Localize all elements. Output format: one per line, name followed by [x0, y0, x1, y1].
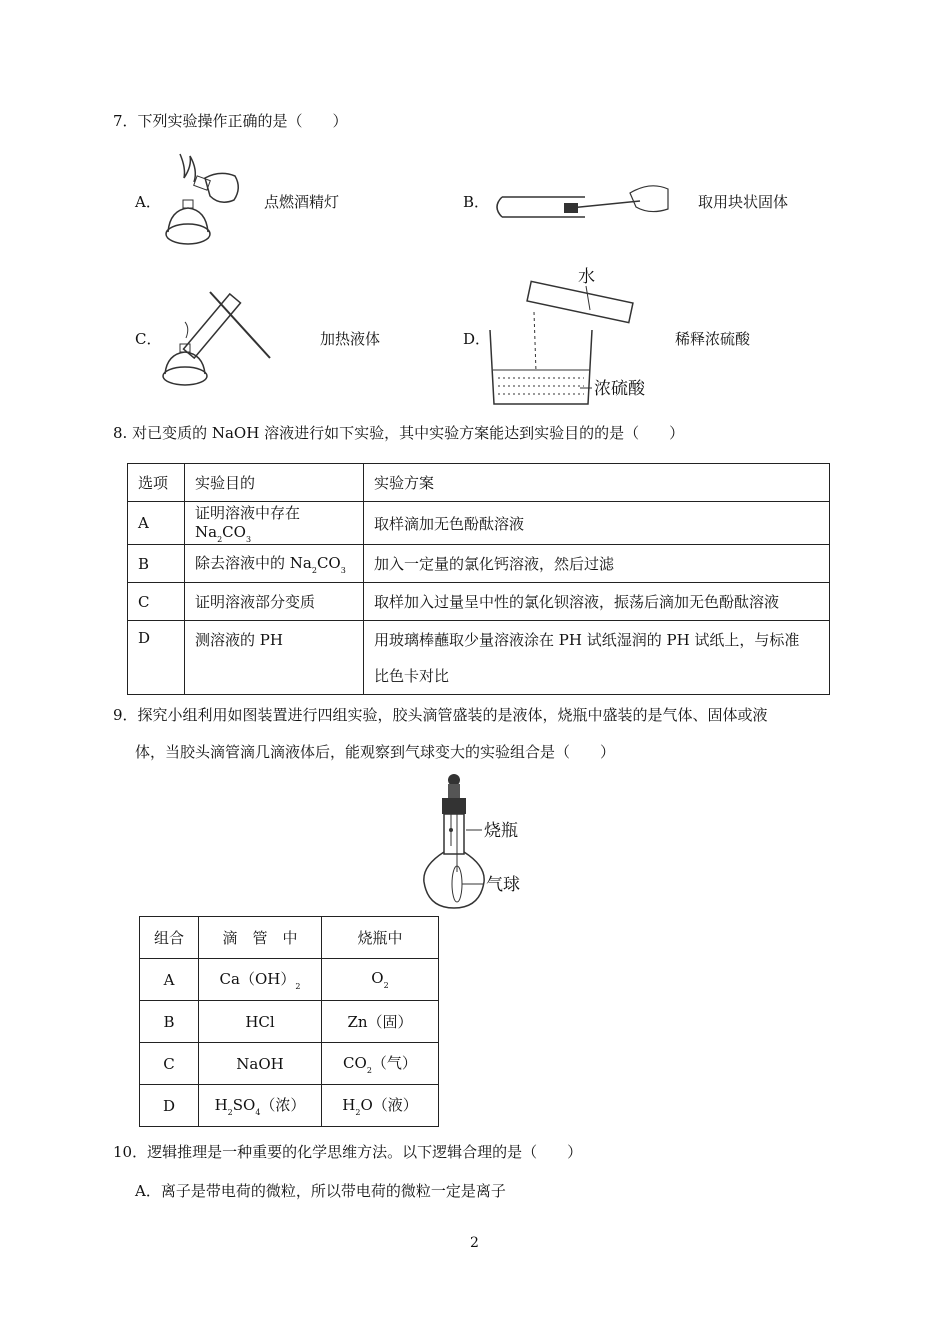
q7-option-c-text: 加热液体: [320, 330, 381, 348]
table-row: [128, 583, 830, 621]
q9-row-d-flask: $H_2O$（液）: [322, 1085, 439, 1127]
q7-option-a-letter: A．: [135, 193, 161, 211]
table-row: [140, 959, 439, 1001]
table-row: [140, 1043, 439, 1085]
q9-row-d-dropper: $H_2SO_4$（浓）: [199, 1085, 322, 1127]
q9-row-b-dropper: HCl: [199, 1001, 322, 1043]
q10-option-a: A．离子是带电荷的微粒，所以带电荷的微粒一定是离子: [135, 1182, 506, 1200]
question-9-stem-line2: 体，当胶头滴管滴几滴液体后，能观察到气球变大的实验组合是（ ）: [135, 743, 616, 761]
q8-row-c-plan: 取样加入过量呈中性的氯化钡溶液，振荡后滴加无色酚酞溶液: [364, 583, 830, 621]
table-row: [128, 545, 830, 583]
q7-option-c-letter: C．: [135, 330, 162, 348]
q9-header-option: 组合: [140, 917, 199, 959]
q7-option-d-text: 稀释浓硫酸: [675, 330, 751, 348]
question-8-stem: 8. 对已变质的 NaOH 溶液进行如下实验，其中实验方案能达到实验目的的是（ ）: [113, 424, 685, 442]
q9-row-d-option: D: [140, 1085, 199, 1127]
q8-row-d-goal: 测溶液的 PH: [185, 621, 364, 695]
question-7-stem: 7．下列实验操作正确的是（ ）: [113, 112, 348, 130]
q8-header-option: 选项: [128, 464, 185, 502]
q8-header-goal: 实验目的: [185, 464, 364, 502]
q8-row-a-option: A: [128, 502, 185, 545]
table-row: [140, 1001, 439, 1043]
water-label: 水: [578, 267, 595, 287]
q9-row-c-option: C: [140, 1043, 199, 1085]
q9-row-b-flask: Zn（固）: [322, 1001, 439, 1043]
q8-row-d-plan: 用玻璃棒蘸取少量溶液涂在 PH 试纸湿润的 PH 试纸上，与标准 比色卡对比: [364, 621, 830, 695]
q9-header-dropper: 滴 管 中: [199, 917, 322, 959]
q9-row-c-flask: $CO_2$（气）: [322, 1043, 439, 1085]
q7-option-b-text: 取用块状固体: [698, 193, 789, 211]
q7-option-b-letter: B．: [463, 193, 490, 211]
question-10-stem: 10．逻辑推理是一种重要的化学思维方法。以下逻辑合理的是（ ）: [113, 1143, 583, 1161]
table-row: [140, 1085, 439, 1127]
test-tube-solid-figure: [490, 175, 670, 225]
q8-row-b-goal: 除去溶液中的 $Na_2CO_3$: [185, 545, 364, 583]
alcohol-lamp-lighting-figure: [150, 148, 250, 248]
diluting-acid-figure: [480, 262, 660, 412]
q9-row-b-option: B: [140, 1001, 199, 1043]
question-9-stem-line1: 9．探究小组利用如图装置进行四组实验，胶头滴管盛装的是液体，烧瓶中盛装的是气体、固体或液: [113, 706, 768, 724]
acid-label: 浓硫酸: [594, 379, 645, 399]
q9-table: [139, 916, 439, 1127]
q8-row-a-goal: 证明溶液中存在 $Na_2CO_3$: [185, 502, 364, 545]
q9-row-a-option: A: [140, 959, 199, 1001]
q8-row-b-option: B: [128, 545, 185, 583]
q8-header-plan: 实验方案: [364, 464, 830, 502]
balloon-label: 气球: [486, 875, 520, 895]
table-row: [128, 502, 830, 545]
q9-row-a-flask: $O_2$: [322, 959, 439, 1001]
q8-row-c-option: C: [128, 583, 185, 621]
q9-row-a-dropper: $Ca(OH)_2$: [199, 959, 322, 1001]
page-number: 2: [470, 1235, 479, 1251]
q9-row-c-dropper: NaOH: [199, 1043, 322, 1085]
q8-row-d-option: D: [128, 621, 185, 695]
q9-header-flask: 烧瓶中: [322, 917, 439, 959]
flask-balloon-figure: [418, 772, 538, 910]
q8-row-c-goal: 证明溶液部分变质: [185, 583, 364, 621]
heating-liquid-figure: [150, 280, 280, 390]
q7-option-d-letter: D．: [463, 330, 491, 348]
q8-row-b-plan: 加入一定量的氯化钙溶液，然后过滤: [364, 545, 830, 583]
flask-label: 烧瓶: [484, 821, 518, 841]
table-row: [128, 621, 830, 695]
q8-row-a-plan: 取样滴加无色酚酞溶液: [364, 502, 830, 545]
q7-option-a-text: 点燃酒精灯: [264, 193, 340, 211]
q8-table: [127, 463, 830, 695]
